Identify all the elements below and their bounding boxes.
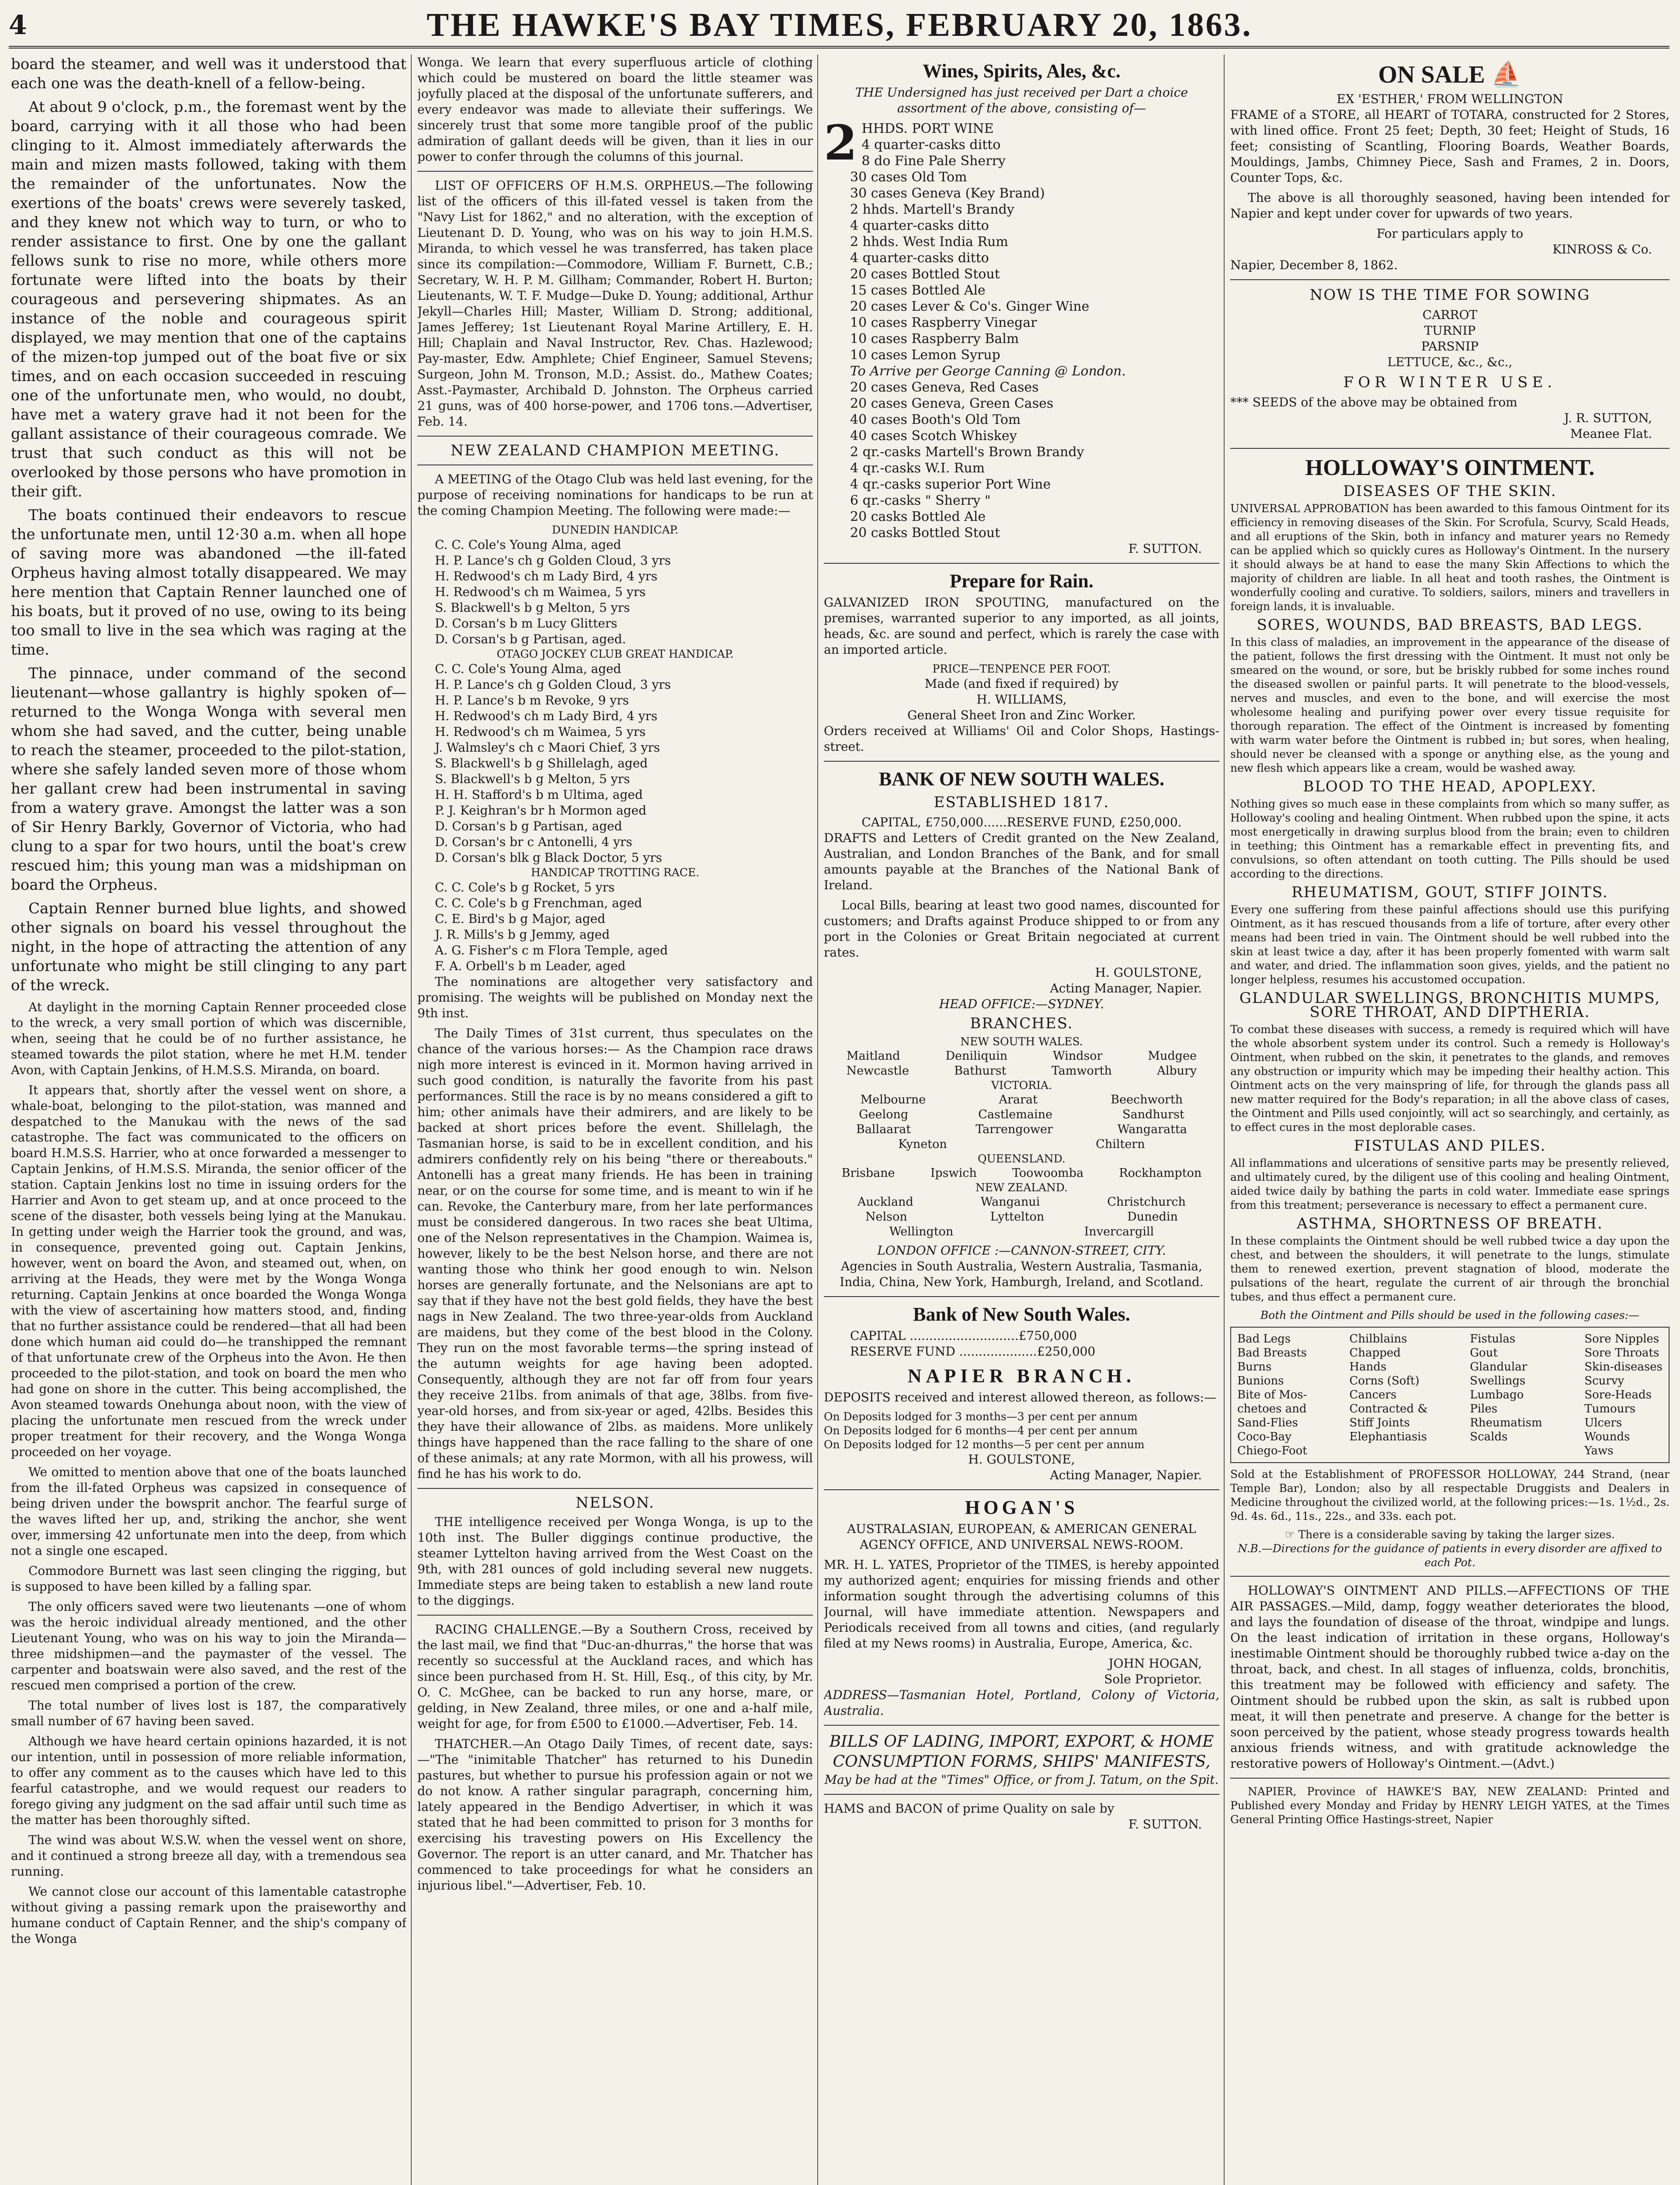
list-item: H. P. Lance's ch g Golden Cloud, 3 yrs (435, 553, 671, 568)
branch-name: Wanganui (980, 1195, 1040, 1209)
section-heading: RHEUMATISM, GOUT, STIFF JOINTS. (1291, 884, 1608, 901)
signature: J. R. SUTTON, (1564, 411, 1652, 425)
ailment: Hands (1349, 1360, 1387, 1373)
list-item: 6 qr.-casks " Sherry " (850, 493, 991, 508)
column-4 (1230, 55, 1670, 2185)
dunedin-heading: DUNEDIN HANDICAP. (552, 524, 679, 536)
branch-name: Albury (1157, 1064, 1197, 1078)
bills-heading: BILLS OF LADING, IMPORT, EXPORT, & HOME CONSUMPTION FORMS, SHIPS' MANIFESTS, (829, 1733, 1214, 1771)
ailment: Tumours (1584, 1402, 1636, 1415)
list-item: 20 casks Bottled Stout (850, 525, 1000, 541)
ad-paragraph: Every one suffering from these painful affections should use this purifying Ointment, as it has rescued thousands from a life of torture, after every other means had been tried in vain. The Ointment should be well rubbed into the skin at least twice a day, after it has been properly fomented with warm salt and water, and dried. The inflammation soon gives, yields, and the patient no longer helpless, resumes his accustomed occupation. (1230, 903, 1670, 986)
branch-name: Maitland (846, 1049, 900, 1063)
branch-name: Tarrengower (975, 1123, 1053, 1136)
branch-name: Windsor (1052, 1049, 1103, 1063)
branch-name: Tamworth (1051, 1064, 1112, 1078)
signature: F. SUTTON. (1128, 541, 1202, 556)
ship-icon: ⛵ (1491, 61, 1522, 88)
list-item: H. Redwood's ch m Waimea, 5 yrs (435, 585, 646, 599)
ailment: Yaws (1584, 1444, 1614, 1457)
list-item: H. H. Stafford's b m Ultima, aged (435, 787, 643, 802)
ad-paragraph: UNIVERSAL APPROBATION has been awarded to this famous Ointment for its efficiency in removing diseases of the Skin. For Scrofula, Scurvy, Scald Heads, and all eruptions of the Skin, both in infancy and maturer years no Remedy can be applied which so quickly cures as Holloway's Ointment. In the nursery it should always be at hand to ease the many Skin Affections to which the majority of children are liable. In all heat and tooth rashes, the Ointment is wonderfully cooling and curative. To soldiers, sailors, miners and travellers in foreign lands, it is invaluable. (1230, 502, 1670, 613)
meeting-heading: NEW ZEALAND CHAMPION MEETING. (450, 442, 780, 459)
ailments-column (1237, 1332, 1307, 1458)
list-item: H. P. Lance's b m Revoke, 9 yrs (435, 693, 629, 708)
list-item: 4 qr.-casks W.I. Rum (850, 461, 985, 476)
london-office: LONDON OFFICE :—CANNON-STREET, CITY. (877, 1243, 1166, 1258)
list-item: 20 casks Bottled Ale (850, 509, 986, 524)
list-item: P. J. Keighran's br h Mormon aged (435, 803, 647, 818)
column-rule (817, 55, 818, 2185)
branch-name: Kyneton (898, 1138, 947, 1151)
section-heading: BLOOD TO THE HEAD, APOPLEXY. (1303, 778, 1597, 795)
article-paragraph: Although we have heard certain opinions hazarded, it is not our intention, until in possession of more reliable information, to offer any comment as to the causes which have led to this fearful catastrophe, and we would request our readers to forego giving any judgment on the sad affair until such time as the matter has been thoroughly sifted. (11, 1734, 406, 1827)
list-item: HHDS. PORT WINE (861, 121, 994, 136)
article-paragraph: THE intelligence received per Wonga Wonga, is up to the 10th inst. The Buller diggings continue productive, the steamer Lyttelton having arrived from the West Coast on the 9th, with 281 ounces of gold including several new nuggets. Immediate steps are being taken to establish a new land route to the diggings. (417, 1515, 813, 1608)
ailment: Bunions (1237, 1374, 1284, 1387)
list-item: H. Redwood's ch m Lady Bird, 4 yrs (435, 569, 658, 583)
article-paragraph: We omitted to mention above that one of the boats launched from the ill-fated Orpheus was capsized in consequence of being driven under the bowsprit anchor. The fearful surge of the waves lifted her up, and, striking the anchor, she went over, immersing 42 unfortunate men into the deep, from which not a single one escaped. (11, 1465, 406, 1558)
branch-name: Mudgee (1148, 1049, 1197, 1063)
list-item: 2 hhds. West India Rum (850, 234, 1008, 250)
ailments-table (1230, 1327, 1670, 1463)
bank-established: ESTABLISHED 1817. (934, 794, 1110, 811)
list-item: H. Redwood's ch m Waimea, 5 yrs (435, 725, 646, 739)
branch-name: Lyttelton (990, 1210, 1045, 1224)
list-item: 4 quarter-casks ditto (861, 137, 1001, 153)
signature: KINROSS & Co. (1552, 242, 1652, 257)
column-rule (411, 55, 412, 2185)
holloway-heading: HOLLOWAY'S OINTMENT. (1305, 455, 1595, 480)
ad-paragraph: Orders received at Williams' Oil and Color Shops, Hastings-street. (824, 724, 1219, 754)
list-item: 2 qr.-casks Martell's Brown Brandy (850, 444, 1084, 460)
ad-paragraph: The above is all thoroughly seasoned, having been intended for Napier and kept under cover for upwards of two years. (1230, 191, 1670, 221)
branch-row (824, 1092, 1219, 1107)
list-item: 2 hhds. Martell's Brandy (850, 202, 1014, 217)
dunedin-list (435, 537, 813, 647)
masthead (9, 4, 1670, 49)
article-paragraph: The total number of lives lost is 187, the comparatively small number of 67 having been saved. (11, 1698, 406, 1728)
bank-capital: CAPITAL, £750,000......RESERVE FUND, £250,000. (861, 815, 1182, 829)
list-item: J. R. Mills's b g Jemmy, aged (435, 927, 610, 942)
divider (417, 436, 813, 437)
agencies: Agencies in South Australia, Western Australia, Tasmania, India, China, New York, Hamburgh, Ireland, and Scotland. (840, 1259, 1204, 1289)
region-heading: QUEENSLAND. (978, 1152, 1066, 1165)
branch-name: Brisbane (841, 1166, 895, 1180)
ailment: Bad Breasts (1237, 1346, 1307, 1360)
section-heading: GLANDULAR SWELLINGS, BRONCHITIS MUMPS, SORE THROAT, AND DIPTHERIA. (1239, 989, 1661, 1021)
list-item: 20 cases Bottled Stout (850, 267, 1000, 282)
list-item: LETTUCE, &c., &c., (1387, 355, 1513, 369)
divider (824, 1489, 1219, 1490)
list-item: H. P. Lance's ch g Golden Cloud, 3 yrs (435, 677, 671, 692)
signature: F. SUTTON. (1128, 1817, 1202, 1831)
ailment: Glandular (1470, 1360, 1527, 1373)
ailment: Skin-diseases (1584, 1360, 1663, 1373)
list-item: 40 cases Scotch Whiskey (850, 428, 1017, 444)
signature: H. GOULSTONE, (1095, 965, 1202, 980)
ailment: Swellings (1470, 1374, 1526, 1387)
list-item: 15 cases Bottled Ale (850, 283, 986, 298)
branch-row (824, 1122, 1219, 1137)
section-heading: FISTULAS AND PILES. (1354, 1137, 1546, 1155)
ad-paragraph: DEPOSITS received and interest allowed thereon, as follows:— (824, 1390, 1216, 1405)
ailment: Chapped (1349, 1346, 1401, 1360)
branch-name: Toowoomba (1012, 1166, 1084, 1180)
article-paragraph: Wonga. We learn that every superfluous article of clothing which could be mustered on board the little steamer was joyfully placed at the disposal of the unfortunate sufferers, and every endeavor was made to alleviate their sufferings. We sincerely trust that some more tangible proof of the public admiration of gallant deeds will be given, than it lies in our power to confer through the columns of this journal. (417, 55, 813, 164)
list-item: 10 cases Raspberry Vinegar (850, 315, 1037, 330)
branch-name: Invercargill (1084, 1225, 1154, 1238)
sowing-heading: NOW IS THE TIME FOR SOWING (1309, 286, 1590, 304)
cases-heading: Both the Ointment and Pills should be used in the following cases:— (1260, 1309, 1640, 1321)
branch-row (824, 1166, 1219, 1181)
drop-cap: 2 (824, 114, 857, 171)
hams-text: HAMS and BACON of prime Quality on sale by (824, 1801, 1114, 1816)
list-item: To Arrive per George Canning @ London. (850, 364, 1126, 379)
ailment: Stiff Joints (1349, 1416, 1410, 1429)
region-heading: NEW ZEALAND. (975, 1181, 1068, 1194)
ad-paragraph: All inflammations and ulcerations of sensitive parts may be presently relieved, and ultimately cured, by the diligent use of this cooling and healing Ointment, aided twice daily by bathing the parts in cold water. Immediate ease springs from this treatment; perseverance is necessary to effect a permanent cure. (1230, 1157, 1670, 1211)
ailments-column (1584, 1332, 1663, 1458)
branches-heading: BRANCHES. (970, 1015, 1073, 1032)
signature: H. WILLIAMS, (976, 692, 1067, 707)
article-paragraph: The pinnace, under command of the second lieutenant—whose gallantry is highly spoken of—returned to the Wonga Wonga with several men whom she had saved, and the cutter, being unable to reach the steamer, proceeded to the pilot-station, where she safely landed seven more of those whom her gallant crew had been instrumental in saving from a watery grave. Amongst the latter was a son of Sir Henry Barkly, Governor of Victoria, who had clung to a spar for two hours, until the boat's crew rescued him; this young man was a midshipman on board the Orpheus. (11, 665, 406, 894)
column-rule (1224, 55, 1225, 2185)
hogan-address: ADDRESS—Tasmanian Hotel, Portland, Colony of Victoria, Australia. (824, 1688, 1219, 1718)
branch-name: Beechworth (1111, 1093, 1183, 1106)
divider (824, 761, 1219, 762)
branch-name: Nelson (865, 1210, 907, 1224)
branch-name: Melbourne (860, 1093, 926, 1106)
divider (1230, 448, 1670, 449)
ad-paragraph: In this class of maladies, an improvement in the appearance of the disease of the patient, follows the first dressing with the Ointment. It must not only be smeared on the wound, or sore, but be briskly rubbed for some inches round the diseased swollen or painful parts. It will penetrate to the blood-vessels, nerves and muscles, and even to the bone, and will exercise the most wholesome healing and purifying power over every tissue requisite for thorough reparation. The effect of the Ointment is increased by fomenting with warm water before the Ointment is rubbed in; but sores, when healing, should never be cleansed with a sponge or anything else, as the young and new flesh which appears like a cream, would be washed away. (1230, 636, 1670, 774)
article-paragraph: The Daily Times of 31st current, thus speculates on the chance of the various horses:— As the Champion race draws nigh more interest is evinced in it. Mormon having arrived in such good condition, is naturally the favorite from his past performances. Still the race is by no means considered a gift to him; other animals have their admirers, and are likely to be backed at short prices before the event. Shillelagh, the Tasmanian horse, is said to be in excellent condition, and his admirers confidently rely on his being "there or thereabouts." Antonelli has a great many friends. He has been in training near, or on the course for some time, and is meant to win if he can. Revoke, the Canterbury mare, from her late performances must be considered dangerous. In two races she beat Ultima, one of the Nelson representatives in the Champion. Waimea is, however, likely to be the best Nelson horse, and there are not wanting those who think her good enough to win. Nelson horses are generally fortunate, and the Nelsonians are apt to say that if they have not the best gold fields, they have the best nags in New Zealand. The two three-year-olds from Auckland are maidens, but they come of the best blood in the Colony. They run on the most favorable terms—the spring instead of the autumn weights for age having been adopted. Consequently, although they are not far off from four years they receive 21lbs. from animals of that age, 38lbs. from five-year-old horses, and from six-year or aged, 42lbs. Besides this they have their allowance of 2lbs. as maidens. More unlikely things have happened than the race falling to the share of one of these animals; at any rate Mormon, with all his prowess, will find he has his work to do. (417, 1026, 813, 1481)
branch-name: Ararat (999, 1093, 1038, 1106)
ad-paragraph: GALVANIZED IRON SPOUTING, manufactured on the premises, warranted superior to any imported, as all joints, heads, &c. are sound and perfect, which is rarely the case with an imported article. (824, 595, 1219, 657)
nelson-heading: NELSON. (576, 1494, 655, 1512)
bank2-heading: Bank of New South Wales. (913, 1304, 1130, 1325)
branch-name: Geelong (859, 1108, 909, 1121)
list-item: 30 cases Old Tom (850, 170, 967, 185)
article-paragraph: The wind was about W.S.W. when the vessel went on shore, and it continued a strong breeze all day, with a tremendous sea running. (11, 1833, 406, 1879)
ad-line: For particulars apply to (1376, 226, 1524, 241)
branch-name: Auckland (857, 1195, 913, 1209)
otago-list (435, 661, 813, 866)
article-paragraph: We cannot close our account of this lamentable catastrophe without giving a passing remark upon the praiseworthy and humane conduct of Captain Renner, and the ship's company of the Wonga (11, 1884, 406, 1946)
column-3 (824, 55, 1219, 2185)
ad-line: Made (and fixed if required) by (924, 676, 1119, 691)
ailment: Sore-Heads (1584, 1388, 1652, 1401)
sale-title: ON SALE (1378, 61, 1485, 88)
list-item: A. G. Fisher's c m Flora Temple, aged (435, 943, 668, 957)
list-item: J. Walmsley's ch c Maori Chief, 3 yrs (435, 740, 660, 755)
sowing-list (1230, 307, 1670, 370)
ailment: Fistulas (1470, 1332, 1516, 1346)
list-item: H. Redwood's ch m Lady Bird, 4 yrs (435, 709, 658, 723)
ailment: Lumbago (1470, 1388, 1524, 1401)
list-item: 40 cases Booth's Old Tom (850, 412, 1021, 427)
list-item: C. C. Cole's Young Alma, aged (435, 662, 621, 676)
branch-row (824, 1224, 1219, 1239)
wines-heading: Wines, Spirits, Ales, &c. (923, 60, 1121, 82)
branch-name: Rockhampton (1119, 1166, 1202, 1180)
ad-paragraph: Sold at the Establishment of PROFESSOR HOLLOWAY, 244 Strand, (near Temple Bar), London; also by all respectable Druggists and Dealers in Medicine throughout the civilized world, at the following prices:—1s. 1½d., 2s. 9d. 4s. 6d., 11s., 22s., and 33s. each pot. (1230, 1468, 1670, 1523)
list-item: D. Corsan's br c Antonelli, 4 yrs (435, 835, 632, 849)
signature: JOHN HOGAN, (1108, 1656, 1202, 1671)
list-item: S. Blackwell's b g Melton, 5 yrs (435, 772, 630, 786)
ailment: Burns (1237, 1360, 1272, 1373)
ailment: Cancers (1349, 1388, 1397, 1401)
list-item: D. Corsan's b g Partisan, aged. (435, 632, 626, 646)
nb-note: N.B.—Directions for the guidance of patients in every disorder are affixed to each Pot. (1238, 1542, 1662, 1569)
ailment: Sand-Flies (1237, 1416, 1298, 1429)
article-paragraph: The only officers saved were two lieutenants —one of whom was the heroic individual already mentioned, and the other Lieutenant Young, who was on his way to join the Miranda—three midshipmen—and the paymaster of the vessel. The carpenter and boatswain were also saved, and the rest of the rescued men comprised a portion of the crew. (11, 1599, 406, 1693)
list-item: 10 cases Lemon Syrup (850, 347, 1000, 363)
article-paragraph: THATCHER.—An Otago Daily Times, of recent date, says:—"The "inimitable Thatcher" has returned to his Dunedin pastures, but whether to pursue his profession again or not we do not know. A rather singular paragraph, concerning him, lately appeared in the Bendigo Advertiser, in which it was stated that he had been committed to prison for 3 months for exercising his travesting powers on His Excellency the Governor. The report is an utter canard, and Mr. Thatcher has commenced to take proceedings for what he considers an injurious libel."—Advertiser, Feb. 10. (417, 1737, 813, 1893)
ailment: chetoes and (1237, 1402, 1307, 1415)
meeting-intro: A MEETING of the Otago Club was held last evening, for the purpose of receiving nominations for handicaps to be run at the coming Champion Meeting. The following were made:— (417, 472, 813, 518)
article-paragraph: The nominations are altogether very satisfactory and promising. The weights will be published on Monday next the 9th inst. (417, 975, 813, 1020)
list-item: 20 cases Geneva, Green Cases (850, 396, 1054, 411)
divider (1230, 1778, 1670, 1779)
ailments-column (1470, 1332, 1542, 1458)
region-heading: VICTORIA. (991, 1079, 1052, 1092)
list-item: D. Corsan's b m Lucy Glitters (435, 616, 618, 631)
ailment: Sore Throats (1584, 1346, 1659, 1360)
branch-row (824, 1107, 1219, 1122)
ailment: Scalds (1470, 1430, 1508, 1443)
branch-name: Dunedin (1127, 1210, 1178, 1224)
article-paragraph: At about 9 o'clock, p.m., the foremast went by the board, carrying with it all those who had been clinging to it. Almost immediately afterwards the main and mizen masts followed, taking with them the remainder of the unfortunates. Now the exertions of the boats' crews were severely tasked, and they knew not which way to turn, or who to render assistance to first. One by one the gallant fellows sunk to rise no more, while others more fortunate were lifted into the boats by their courageous and persevering shipmates. As an instance of the noble and courageous spirit displayed, we may mention that one of the captains of the mizen-top jumped out of the boat five or six times, and on each occasion succeeded in rescuing one of the unfortunate men, who would, no doubt, have met a watery grave had it not been for the gallant assistance of their courageous comrade. We trust that such conduct as this will not be overlooked by those persons who have promotion in their gift. (11, 98, 406, 500)
signature: Sole Proprietor. (1104, 1672, 1202, 1686)
bank2-reserve: RESERVE FUND ....................£250,000 (850, 1344, 1096, 1359)
saving-note (1230, 1528, 1670, 1542)
article-paragraph: RACING CHALLENGE.—By a Southern Cross, received by the last mail, we find that "Duc-an-dhurras," the horse that was recently so successful at the Auckland races, and which has since been purchased from H. St. Hill, Esq., of this city, by Mr. O. C. McGhee, can be backed to run any horse, mare, or gelding, in New Zealand, three miles, or one and a-half mile, weight for age, for from £500 to £1000.—Advertiser, Feb. 14. (417, 1622, 813, 1731)
hogan-subtitle: AUSTRALASIAN, EUROPEAN, & AMERICAN GENERAL AGENCY OFFICE, AND UNIVERSAL NEWS-ROOM. (847, 1522, 1196, 1552)
ailment: Ulcers (1584, 1416, 1622, 1429)
ailments-column (1349, 1332, 1427, 1458)
list-item: C. E. Bird's b g Major, aged (435, 912, 606, 926)
list-item: 4 quarter-casks ditto (850, 250, 989, 266)
ad-paragraph: In these complaints the Ointment should be well rubbed twice a day upon the chest, and between the shoulders, it will penetrate to the lungs, stimulate them to renewed exertion, prevent stagnation of blood, moderate the pulsations of the heart, regulate the current of air through the bronchial tubes, and thus effect a permanent cure. (1230, 1235, 1670, 1303)
list-item: 8 do Fine Pale Sherry (861, 153, 1006, 169)
list-item: CARROT (1422, 308, 1478, 322)
ailment: Elephantiasis (1349, 1430, 1427, 1443)
ailment: Rheumatism (1470, 1416, 1542, 1429)
deposit-row: On Deposits lodged for 3 months—3 per cent per annum (824, 1410, 1138, 1423)
section-heading: SORES, WOUNDS, BAD BREASTS, BAD LEGS. (1257, 616, 1643, 634)
branch-name: Newcastle (846, 1064, 909, 1078)
branch-name: Wangaratta (1117, 1123, 1187, 1136)
branch-name: Christchurch (1107, 1195, 1186, 1209)
list-item: C. C. Cole's b g Frenchman, aged (435, 896, 642, 910)
signature: Meanee Flat. (1570, 427, 1652, 441)
branch-name: Ipswich (930, 1166, 977, 1180)
ailment: Sore Nipples (1584, 1332, 1659, 1346)
ailment: Chiego-Foot (1237, 1444, 1307, 1457)
ailment: Bad Legs (1237, 1332, 1291, 1346)
divider (1230, 1576, 1670, 1577)
list-item: D. Corsan's blk g Black Doctor, 5 yrs (435, 850, 662, 865)
ailment: Corns (Soft) (1349, 1374, 1420, 1387)
list-item: S. Blackwell's b g Melton, 5 yrs (435, 600, 630, 615)
branch-row (824, 1049, 1219, 1064)
hams-ad (824, 1801, 1219, 1832)
bank2-capital: CAPITAL ............................£750,000 (850, 1328, 1077, 1343)
column-1 (11, 55, 406, 2185)
ad-paragraph: HOLLOWAY'S OINTMENT AND PILLS.—AFFECTIONS OF THE AIR PASSAGES.—Mild, damp, foggy weather deteriorates the blood, and lays the foundation of disease of the throat, windpipe and lungs. On the least indication of irritation in these organs, Holloway's inestimable Ointment should be thoroughly rubbed twice a-day on the throat, back, and chest. In all stages of influenza, colds, bronchitis, this treatment may be followed with efficiency and safety. The Ointment should be rubbed upon the skin, as salt is rubbed upon meat, it will then penetrate and preserve. A change for the better is soon perceived by the patient, whose steady progress towards health anxious friends witness, and with gratitude acknowledge the restorative powers of Holloway's Ointment.—(Advt.) (1230, 1583, 1670, 1771)
list-item: 4 quarter-casks ditto (850, 218, 989, 233)
trot-heading: HANDICAP TROTTING RACE. (531, 866, 700, 879)
napier-branch-heading: NAPIER BRANCH. (907, 1365, 1136, 1387)
wines-intro: THE Undersigned has just received per Dart a choice assortment of the above, consisting of— (855, 85, 1188, 115)
article-paragraph: Commodore Burnett was last seen clinging the rigging, but is supposed to have been killed by a falling spar. (11, 1564, 406, 1594)
pointing-hand-icon: ☞ (1285, 1528, 1295, 1541)
branch-row (824, 1137, 1219, 1152)
deposit-row: On Deposits lodged for 12 months—5 per cent per annum (824, 1438, 1145, 1451)
newspaper-title: THE HAWKE'S BAY TIMES, FEBRUARY 20, 1863. (427, 7, 1253, 43)
divider (1230, 279, 1670, 280)
ailment: Wounds (1584, 1430, 1630, 1443)
divider (824, 563, 1219, 564)
branch-row (824, 1064, 1219, 1079)
article-paragraph: It appears that, shortly after the vessel went on shore, a whale-boat, belonging to the pilot-station, was manned and despatched to the Manukau with the news of the sad catastrophe. The fact was communicated to the officers on board H.M.S.S. Harrier, who at once forwarded a messenger to Captain Jenkins, of H.M.S.S. Miranda, the senior officer of the station. Captain Jenkins lost no time in issuing orders for the Harrier and Avon to get steam up, and at once proceed to the scene of the disaster, both vessels being lying at the Manukau. In getting under weigh the Harrier took the ground, and was, in consequence, prevented going out. Captain Jenkins, however, went on board the Avon, and steamed out, when, on arriving at the Heads, they were met by the Wonga Wonga returning. Captain Jenkins at once boarded the Wonga Wonga with the view of ascertaining how matters stood, and, finding that no further assistance could be rendered—that all had been done which human aid could do—he transhipped the remnant of that unfortunate crew of the Orpheus into the Avon. He then proceeded to the pilot-station, and took on board the men who had gone on shore in the cutter. This being accomplished, the Avon steamed towards Onehunga about noon, with the view of placing the unfortunate men rescued from the wreck under proper treatment for their recovery, and the Wonga Wonga proceeded on her voyage. (11, 1083, 406, 1459)
list-item: 20 cases Lever & Co's. Ginger Wine (850, 299, 1090, 314)
divider (824, 1296, 1219, 1297)
branch-name: Sandhurst (1122, 1108, 1184, 1121)
branch-name: Bathurst (954, 1064, 1007, 1078)
ad-paragraph: To combat these diseases with success, a remedy is required which will have the whole absorbent system under its control. Such a remedy is Holloway's Ointment, when rubbed on the skin, it penetrates to the glands, and removes any obstruction or impurity which may be impeding their healthy action. This Ointment acts on the very mainspring of life, for through the glands pass all new matter required for the Body's reparation; in all the above class of cases, the Ointment and Pills used conjointly, will act so searchingly, and certainly, as to effect cures in the most deplorable cases. (1230, 1023, 1670, 1134)
signature: General Sheet Iron and Zinc Worker. (907, 708, 1136, 722)
signature: H. GOULSTONE, (968, 1452, 1075, 1467)
divider (824, 1725, 1219, 1726)
printer-imprint: NAPIER, Province of HAWKE'S BAY, NEW ZEALAND: Printed and Published every Monday and Friday by HENRY LEIGH YATES, at the Times General Printing Office Hastings-street, Napier (1230, 1785, 1670, 1826)
divider (417, 171, 813, 172)
sale-subtitle: EX 'ESTHER,' FROM WELLINGTON (1336, 92, 1563, 106)
page-number: 4 (9, 10, 27, 41)
bank-heading: BANK OF NEW SOUTH WALES. (878, 768, 1165, 790)
list-item: 30 cases Geneva (Key Brand) (850, 186, 1045, 201)
divider (824, 1794, 1219, 1795)
ad-paragraph: Nothing gives so much ease in these complaints from which so many suffer, as Holloway's cooling and healing Ointment. When rubbed upon the spine, it acts most energetically in drawing surplus blood from the brain; even to children in teething; this Ointment has a remarkable effect in preventing fits, and convulsions, so often attendant on tooth cutting. The Pills should be used according to the directions. (1230, 798, 1670, 880)
list-item: D. Corsan's b g Partisan, aged (435, 819, 622, 833)
winter-use: FOR WINTER USE. (1343, 374, 1557, 391)
article-paragraph: At daylight in the morning Captain Renner proceeded close to the wreck, a very small portion of which was discernible, when, seeing that he could be of no further assistance, he steamed towards the pilot station, where he met H.M. tender Avon, with Captain Jenkins, of H.M.S.S. Miranda, on board. (11, 1000, 406, 1077)
ailment: Coco-Bay (1237, 1430, 1291, 1443)
ailment: Contracted & (1349, 1402, 1428, 1415)
list-item: PARSNIP (1421, 339, 1479, 354)
branch-name: Deniliquin (945, 1049, 1008, 1063)
list-item: C. C. Cole's b g Rocket, 5 yrs (435, 880, 615, 895)
ad-paragraph: MR. H. L. YATES, Proprietor of the TIMES, is hereby appointed my authorized agent; enquiries for missing friends and other information sought through the advertising columns of this Journal, will have immediate attention. Newspapers and Periodicals received from all towns and cities, (and regularly filed at my News rooms) in Australia, Europe, America, &c. (824, 1557, 1219, 1651)
ailment: Piles (1470, 1402, 1498, 1415)
deposit-row: On Deposits lodged for 6 months—4 per cent per annum (824, 1424, 1138, 1437)
list-item: TURNIP (1424, 323, 1476, 338)
hogan-heading: HOGAN'S (965, 1497, 1078, 1518)
ad-paragraph: Local Bills, bearing at least two good names, discounted for customers; and Drafts against Produce shipped to or from any port in the Colonies or Great Britain negociated at current rates. (824, 898, 1219, 960)
branch-name: Castlemaine (978, 1108, 1053, 1121)
divider (417, 1488, 813, 1489)
ad-paragraph: FRAME of a STORE, all HEART of TOTARA, constructed for 2 Stores, with lined office. Front 25 feet; Depth, 30 feet; Height of Studs, 16 feet; consisting of Scantling, Flooring Boards, Weather Boards, Mouldings, Jambs, Chimney Piece, Sash and Frames, 2 in. Doors, Counter Tops, &c. (1230, 108, 1670, 185)
region-heading: NEW SOUTH WALES. (960, 1035, 1083, 1048)
trot-list (435, 880, 813, 974)
head-office: HEAD OFFICE:—SYDNEY. (939, 997, 1104, 1011)
column-2 (417, 55, 813, 2185)
branch-row (824, 1210, 1219, 1224)
ailment: Gout (1470, 1346, 1498, 1360)
article-paragraph: The boats continued their endeavors to rescue the unfortunate men, until 12·30 a.m. when all hope of saving more was abandoned —the ill-fated Orpheus having almost totally disappeared. We may here mention that Captain Renner launched one of his boats, but it proved of no use, owing to its being too small to live in the sea which was raging at the time. (11, 506, 406, 659)
rain-heading: Prepare for Rain. (950, 570, 1093, 592)
price-line: PRICE—TENPENCE PER FOOT. (932, 662, 1111, 675)
section-heading: DISEASES OF THE SKIN. (1343, 482, 1557, 500)
signature: Acting Manager, Napier. (1050, 981, 1202, 995)
saving-text: There is a considerable saving by taking the larger sizes. (1298, 1528, 1615, 1541)
officers-list: LIST OF OFFICERS OF H.M.S. ORPHEUS.—The following list of the officers of this ill-fated vessel is taken from the "Navy List for 1862," and no alteration, with the exception of Lieutenant D. D. Young, who was on his way to join H.M.S. Miranda, to which vessel he was transferred, has taken place since its compilation:—Commodore, William F. Burnett, C.B.; Secretary, W. H. P. M. Gillham; Commander, Robert H. Burton; Lieutenants, W. T. F. Mudge—Duke D. Young; additional, Arthur Jekyll—Charles Hill; Master, William D. Strong; additional, James Jefferey; 1st Lieutenant Royal Marine Artillery, E. H. Hill; Chaplain and Naval Instructor, Rev. Chas. Hazlewood; Pay-master, Edw. Amphlete; Chief Engineer, Samuel Stevens; Surgeon, John M. Tronson, M.D.; Assist. do., Mathew Coates; Asst.-Paymaster, Archibald D. Johnston. The Orpheus carried 21 guns, was of 400 horse-power, and 1706 tons.—Advertiser, Feb. 14. (417, 178, 813, 429)
list-item: 20 cases Geneva, Red Cases (850, 380, 1039, 395)
branch-name: Chiltern (1096, 1138, 1145, 1151)
section-heading: ASTHMA, SHORTNESS OF BREATH. (1297, 1215, 1603, 1232)
branch-name: Wellington (889, 1225, 954, 1238)
list-item: F. A. Orbell's b m Leader, aged (435, 959, 626, 973)
article-paragraph: board the steamer, and well was it understood that each one was the death-knell of a fellow-being. (11, 55, 406, 92)
signature: Acting Manager, Napier. (1050, 1468, 1202, 1482)
list-item: 4 qr.-casks superior Port Wine (850, 477, 1051, 492)
ad-line: *** SEEDS of the above may be obtained from (1230, 395, 1517, 409)
ad-paragraph: DRAFTS and Letters of Credit granted on the New Zealand, Australian, and London Branches of the Bank, and for small amounts payable at the Branches of the National Bank of Ireland. (824, 831, 1219, 892)
branch-name: Ballaarat (856, 1123, 911, 1136)
list-item: C. C. Cole's Young Alma, aged (435, 538, 621, 552)
otago-heading: OTAGO JOCKEY CLUB GREAT HANDICAP. (496, 648, 734, 660)
list-item: S. Blackwell's b g Shillelagh, aged (435, 756, 648, 770)
ailment: Scurvy (1584, 1374, 1624, 1387)
ad-date: Napier, December 8, 1862. (1230, 258, 1398, 272)
bills-subtitle: May be had at the "Times" Office, or from J. Tatum, on the Spit. (824, 1772, 1219, 1787)
ailment: Chilblains (1349, 1332, 1407, 1346)
wines-list (824, 114, 1219, 541)
sale-heading (1230, 60, 1670, 89)
list-item: 10 cases Raspberry Balm (850, 331, 1019, 347)
ailment: Bite of Mos- (1237, 1388, 1307, 1401)
branch-row (824, 1195, 1219, 1210)
article-paragraph: Captain Renner burned blue lights, and showed other signals on board his vessel throughout the night, in the hope of attracting the attention of any unfortunate who might be still clinging to any part of the wreck. (11, 900, 406, 994)
divider (417, 1615, 813, 1616)
